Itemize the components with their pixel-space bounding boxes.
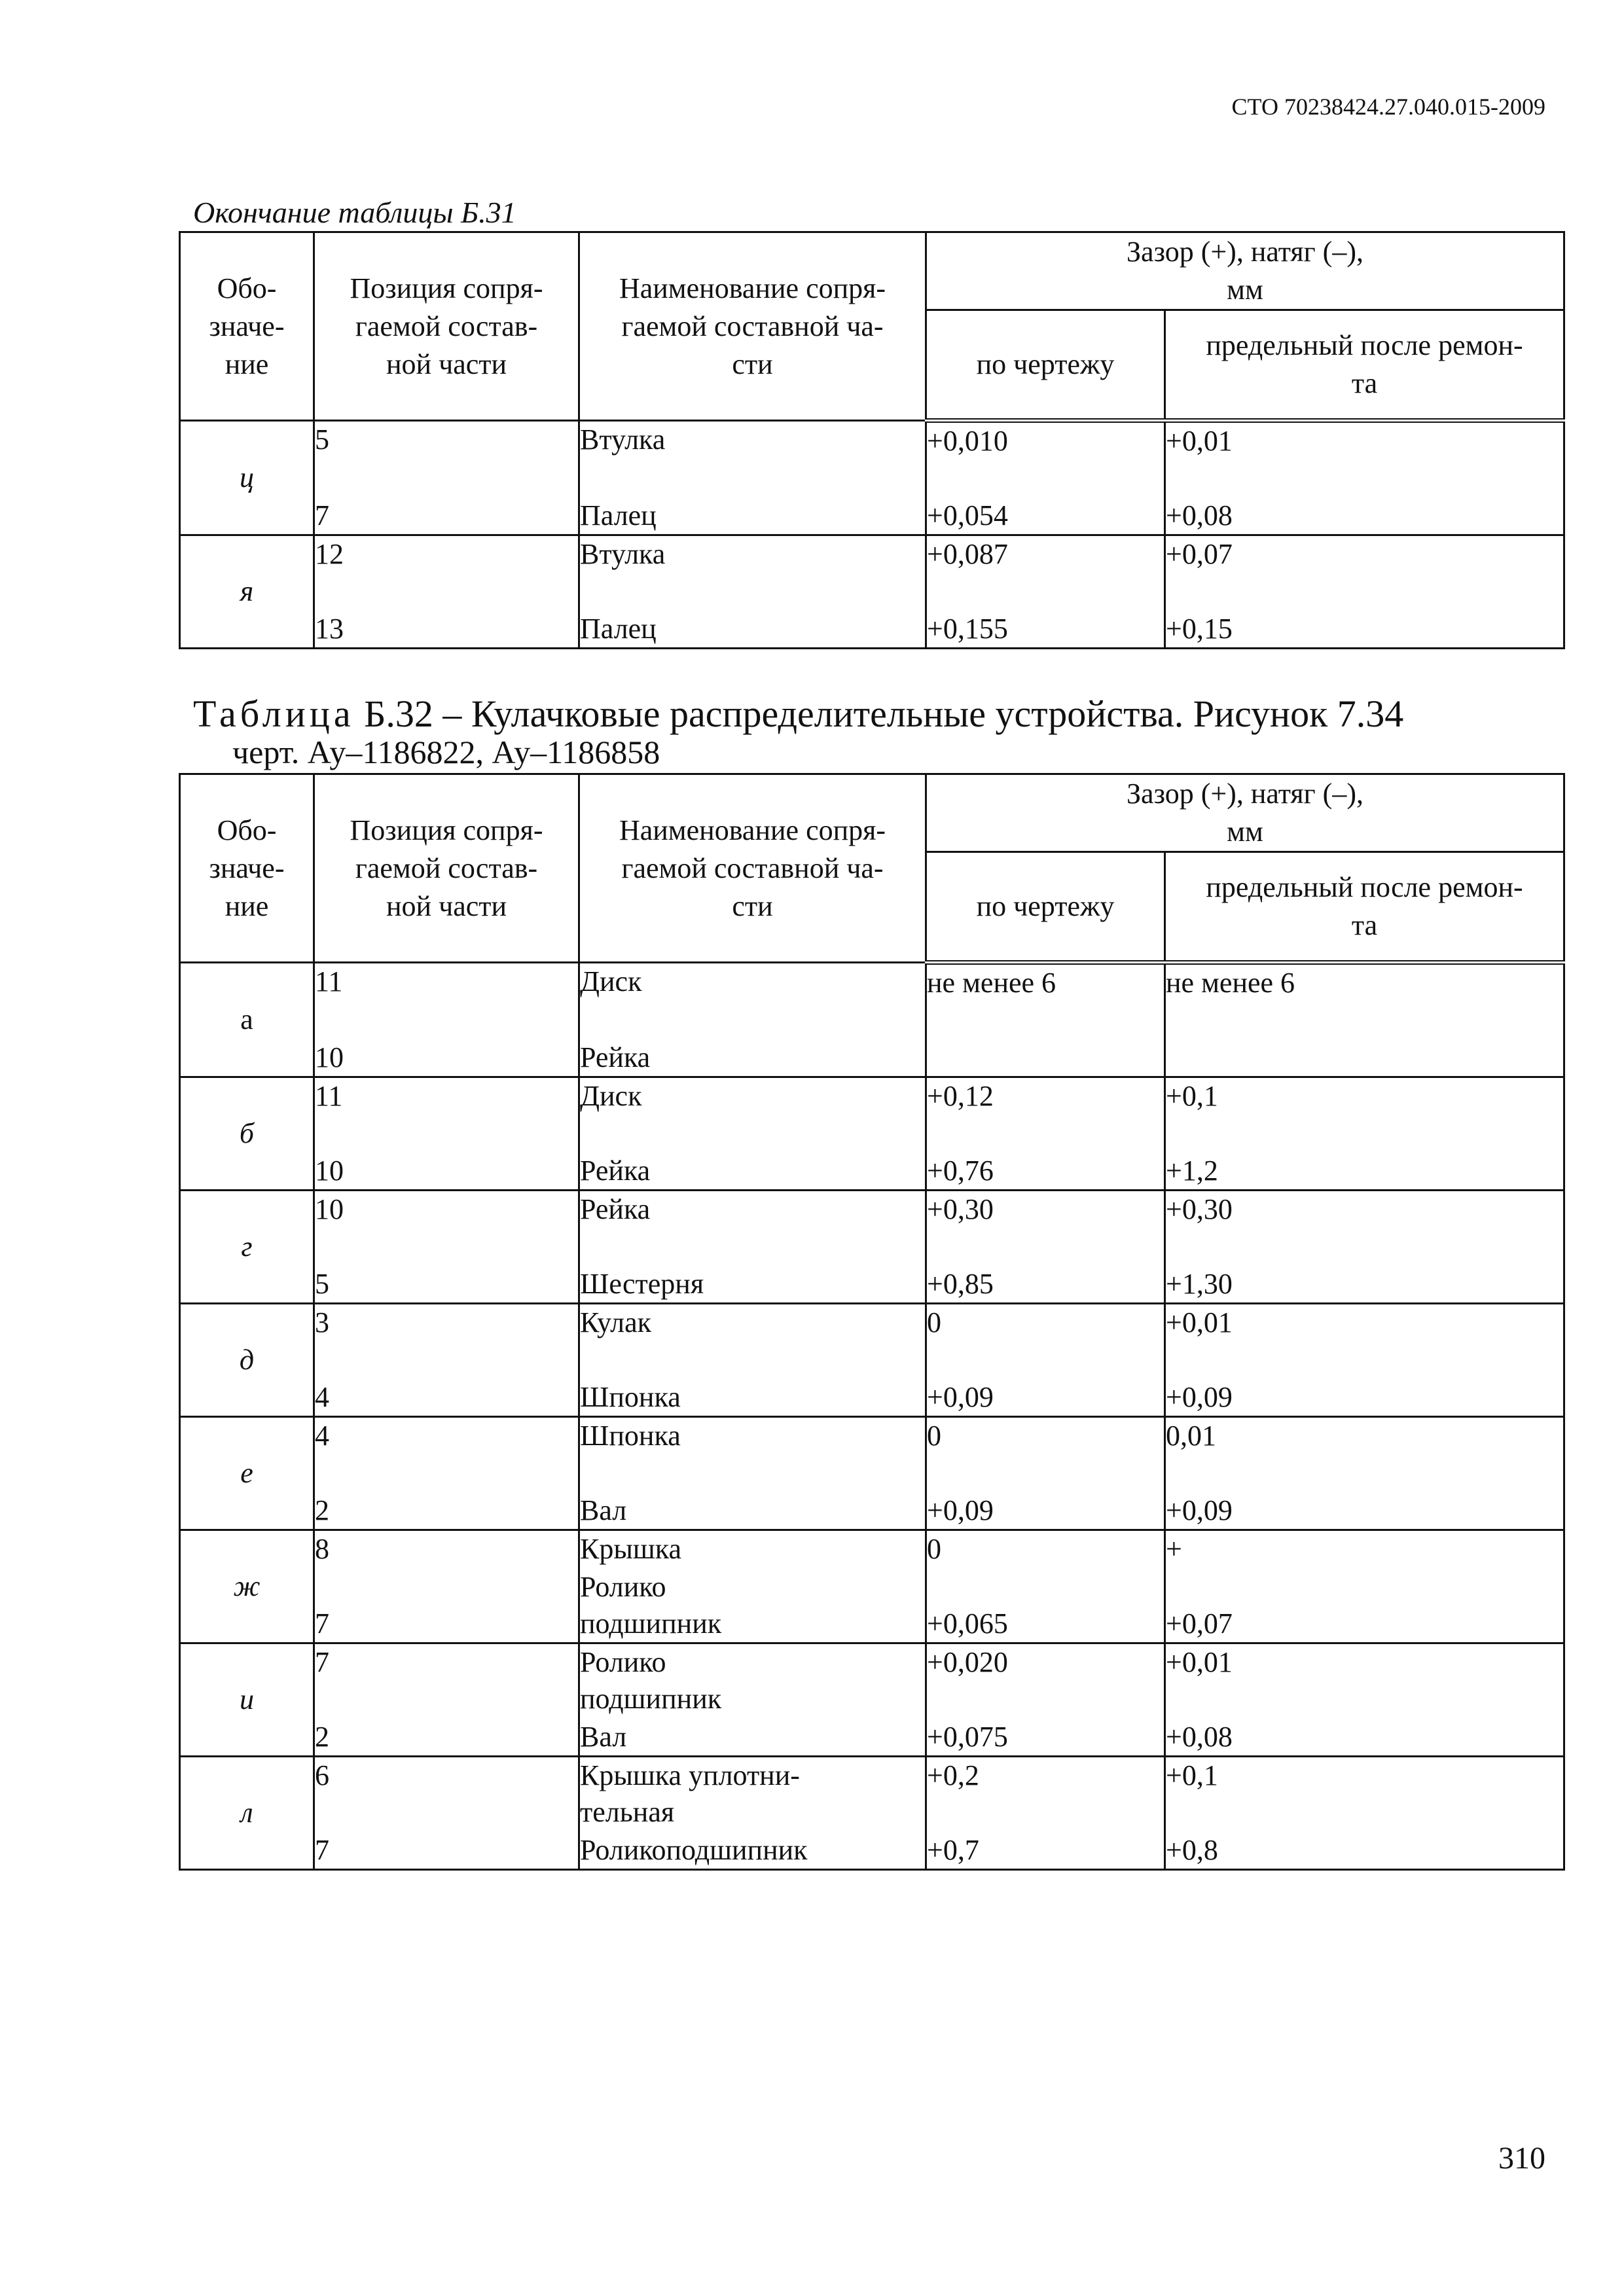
cell-value-top: +0,30 (927, 1193, 994, 1225)
cell-value-top: 4 (315, 1420, 329, 1452)
cell-value-bottom: 10 (315, 1155, 344, 1187)
table-row (180, 1643, 1564, 1757)
header-clearance: Зазор (+), натяг (–), мм (926, 232, 1564, 310)
cell-value-top: +0,01 (1166, 1306, 1233, 1338)
table-b31 (179, 231, 1565, 649)
header-designation: Обо- значе- ние (180, 774, 314, 963)
row-designation: и (180, 1643, 314, 1757)
cell-value-top: 8 (315, 1533, 329, 1565)
table-row (180, 1191, 1564, 1304)
cell-value-bottom: 13 (315, 613, 344, 645)
table-row (180, 1757, 1564, 1870)
cell-value-bottom: Шпонка (580, 1381, 681, 1413)
cell-value-bottom: 4 (315, 1381, 329, 1413)
table-b32-title-prefix: Таблица (193, 692, 355, 735)
cell-value-bottom: +0,09 (1166, 1494, 1233, 1526)
cell-value-top: Кулак (580, 1306, 651, 1338)
document-code: СТО 70238424.27.040.015-2009 (1231, 94, 1545, 120)
cell-value-bottom: Вал (580, 1494, 627, 1526)
cell-value-bottom: +0,85 (927, 1268, 994, 1300)
header-by-drawing: по чертежу (926, 310, 1165, 421)
table-cell (314, 1643, 579, 1757)
table-cell (926, 1530, 1165, 1643)
table-cell (926, 421, 1165, 535)
cell-value-top: 0,01 (1166, 1420, 1216, 1452)
cell-value-bottom: 5 (315, 1268, 329, 1300)
cell-value-top: +0,30 (1166, 1193, 1233, 1225)
table-cell (1165, 1757, 1564, 1870)
cell-value-top: не менее 6 (927, 967, 1056, 999)
table-b31-continuation-label: Окончание таблицы Б.31 (193, 196, 516, 229)
table-cell (314, 1417, 579, 1530)
table-cell (1165, 1643, 1564, 1757)
header-position: Позиция сопря- гаемой состав- ной части (314, 774, 579, 963)
table-row (180, 1417, 1564, 1530)
table-cell (1165, 1191, 1564, 1304)
cell-value-bottom: +0,054 (927, 499, 1008, 531)
header-position: Позиция сопря- гаемой состав- ной части (314, 232, 579, 421)
row-designation: г (180, 1191, 314, 1304)
table-b32-subtitle: черт. Ау–1186822, Ау–1186858 (232, 734, 660, 770)
table-cell (579, 1417, 926, 1530)
cell-value-bottom: +0,09 (927, 1494, 994, 1526)
table-row (180, 535, 1564, 649)
cell-value-top: Крышка (580, 1533, 682, 1565)
table-b32-title (193, 692, 1403, 736)
cell-value-bottom: Рейка (580, 1155, 651, 1187)
cell-value-bottom: Вал (580, 1721, 627, 1753)
table-cell (579, 1304, 926, 1417)
cell-value-top: +0,01 (1166, 1646, 1233, 1678)
row-designation: я (180, 535, 314, 649)
table-cell (926, 535, 1165, 649)
table-cell (1165, 1304, 1564, 1417)
cell-value-bottom: +1,30 (1166, 1268, 1233, 1300)
cell-value-bottom: 2 (315, 1721, 329, 1753)
cell-value-bottom: Роликоподшипник (580, 1834, 808, 1866)
cell-value-bottom: Палец (580, 499, 657, 531)
header-by-drawing: по чертежу (926, 852, 1165, 963)
cell-value-bottom: +0,07 (1166, 1607, 1233, 1640)
cell-value-top: 5 (315, 423, 329, 456)
cell-value-top: +0,01 (1166, 425, 1233, 457)
table-cell (1165, 1417, 1564, 1530)
page-number: 310 (1498, 2141, 1545, 2176)
cell-value-bottom: 7 (315, 499, 329, 531)
table-row (180, 1530, 1564, 1643)
cell-value-top: + (1166, 1533, 1182, 1565)
cell-value-bottom: 10 (315, 1041, 344, 1073)
row-designation: л (180, 1757, 314, 1870)
table-cell (579, 1643, 926, 1757)
row-designation: б (180, 1077, 314, 1191)
cell-value-top: Диск (580, 965, 642, 997)
row-designation: е (180, 1417, 314, 1530)
cell-value-top: +0,2 (927, 1759, 979, 1791)
cell-value-bottom: +0,76 (927, 1155, 994, 1187)
cell-value-bottom: +0,08 (1166, 1721, 1233, 1753)
cell-value-bottom: +0,7 (927, 1834, 979, 1866)
cell-value-bottom: +0,8 (1166, 1834, 1218, 1866)
cell-value-top: 0 (927, 1306, 941, 1338)
table-cell (926, 1643, 1165, 1757)
table-cell (579, 1757, 926, 1870)
table-cell (926, 963, 1165, 1077)
cell-value-top: +0,010 (927, 425, 1008, 457)
cell-value-top: +0,12 (927, 1080, 994, 1112)
table-cell (1165, 963, 1564, 1077)
table-cell (926, 1757, 1165, 1870)
cell-value-top: 7 (315, 1646, 329, 1678)
row-designation: д (180, 1304, 314, 1417)
table-cell (314, 1304, 579, 1417)
cell-value-top: Диск (580, 1080, 642, 1112)
table-cell (579, 535, 926, 649)
table-cell (1165, 535, 1564, 649)
header-name: Наименование сопря- гаемой составной ча- сти (579, 774, 926, 963)
table-cell (926, 1077, 1165, 1191)
table-row (180, 963, 1564, 1077)
table-cell (926, 1417, 1165, 1530)
header-limit-after-repair: предельный после ремон- та (1165, 852, 1564, 963)
cell-value-top: 12 (315, 538, 344, 570)
table-cell (579, 963, 926, 1077)
table-row (180, 1304, 1564, 1417)
header-designation: Обо- значе- ние (180, 232, 314, 421)
cell-value-bottom: Ролико подшипник (580, 1571, 722, 1640)
table-cell (314, 1077, 579, 1191)
cell-value-bottom: +0,09 (927, 1381, 994, 1413)
cell-value-top: 0 (927, 1420, 941, 1452)
cell-value-bottom: +1,2 (1166, 1155, 1218, 1187)
cell-value-bottom: 7 (315, 1834, 329, 1866)
table-row (180, 1077, 1564, 1191)
table-cell (314, 535, 579, 649)
row-designation: а (180, 963, 314, 1077)
cell-value-top: +0,1 (1166, 1759, 1218, 1791)
cell-value-bottom: +0,15 (1166, 613, 1233, 645)
table-b32-title-rest: Б.32 – Кулачковые распределительные устройства. Рисунок 7.34 (354, 692, 1404, 735)
table-b32 (179, 773, 1565, 1871)
table-cell (314, 1757, 579, 1870)
table-cell (314, 1530, 579, 1643)
table-b32-body (180, 963, 1564, 1870)
cell-value-top: Втулка (580, 423, 666, 456)
cell-value-bottom: +0,09 (1166, 1381, 1233, 1413)
cell-value-top: +0,020 (927, 1646, 1008, 1678)
cell-value-bottom: 7 (315, 1607, 329, 1640)
table-cell (579, 1191, 926, 1304)
table-cell (314, 1191, 579, 1304)
cell-value-bottom: Рейка (580, 1041, 651, 1073)
table-cell (579, 421, 926, 535)
cell-value-top: 11 (315, 1080, 343, 1112)
cell-value-bottom: +0,065 (927, 1607, 1008, 1640)
cell-value-top: +0,07 (1166, 538, 1233, 570)
cell-value-bottom: Шестерня (580, 1268, 704, 1300)
table-cell (579, 1077, 926, 1191)
cell-value-top: Крышка уплотни- тельная (580, 1759, 800, 1828)
table-cell (926, 1191, 1165, 1304)
cell-value-top: Втулка (580, 538, 666, 570)
cell-value-bottom: +0,155 (927, 613, 1008, 645)
cell-value-top: Рейка (580, 1193, 651, 1225)
table-cell (579, 1530, 926, 1643)
cell-value-bottom: Палец (580, 613, 657, 645)
table-cell (314, 421, 579, 535)
table-row (180, 421, 1564, 535)
cell-value-top: 10 (315, 1193, 344, 1225)
table-cell (1165, 1530, 1564, 1643)
cell-value-top: Шпонка (580, 1420, 681, 1452)
header-name: Наименование сопря- гаемой составной ча- сти (579, 232, 926, 421)
header-limit-after-repair: предельный после ремон- та (1165, 310, 1564, 421)
header-clearance: Зазор (+), натяг (–), мм (926, 774, 1564, 852)
cell-value-bottom: 2 (315, 1494, 329, 1526)
cell-value-top: не менее 6 (1166, 967, 1295, 999)
table-cell (926, 1304, 1165, 1417)
cell-value-top: 3 (315, 1306, 329, 1338)
cell-value-top: +0,1 (1166, 1080, 1218, 1112)
cell-value-bottom: +0,075 (927, 1721, 1008, 1753)
cell-value-top: 11 (315, 965, 343, 997)
table-cell (1165, 1077, 1564, 1191)
cell-value-bottom: +0,08 (1166, 499, 1233, 531)
row-designation: ж (180, 1530, 314, 1643)
cell-value-top: 6 (315, 1759, 329, 1791)
table-b31-body (180, 421, 1564, 649)
cell-value-top: +0,087 (927, 538, 1008, 570)
table-cell (314, 963, 579, 1077)
table-cell (1165, 421, 1564, 535)
cell-value-top: Ролико подшипник (580, 1646, 722, 1715)
row-designation: ц (180, 421, 314, 535)
cell-value-top: 0 (927, 1533, 941, 1565)
